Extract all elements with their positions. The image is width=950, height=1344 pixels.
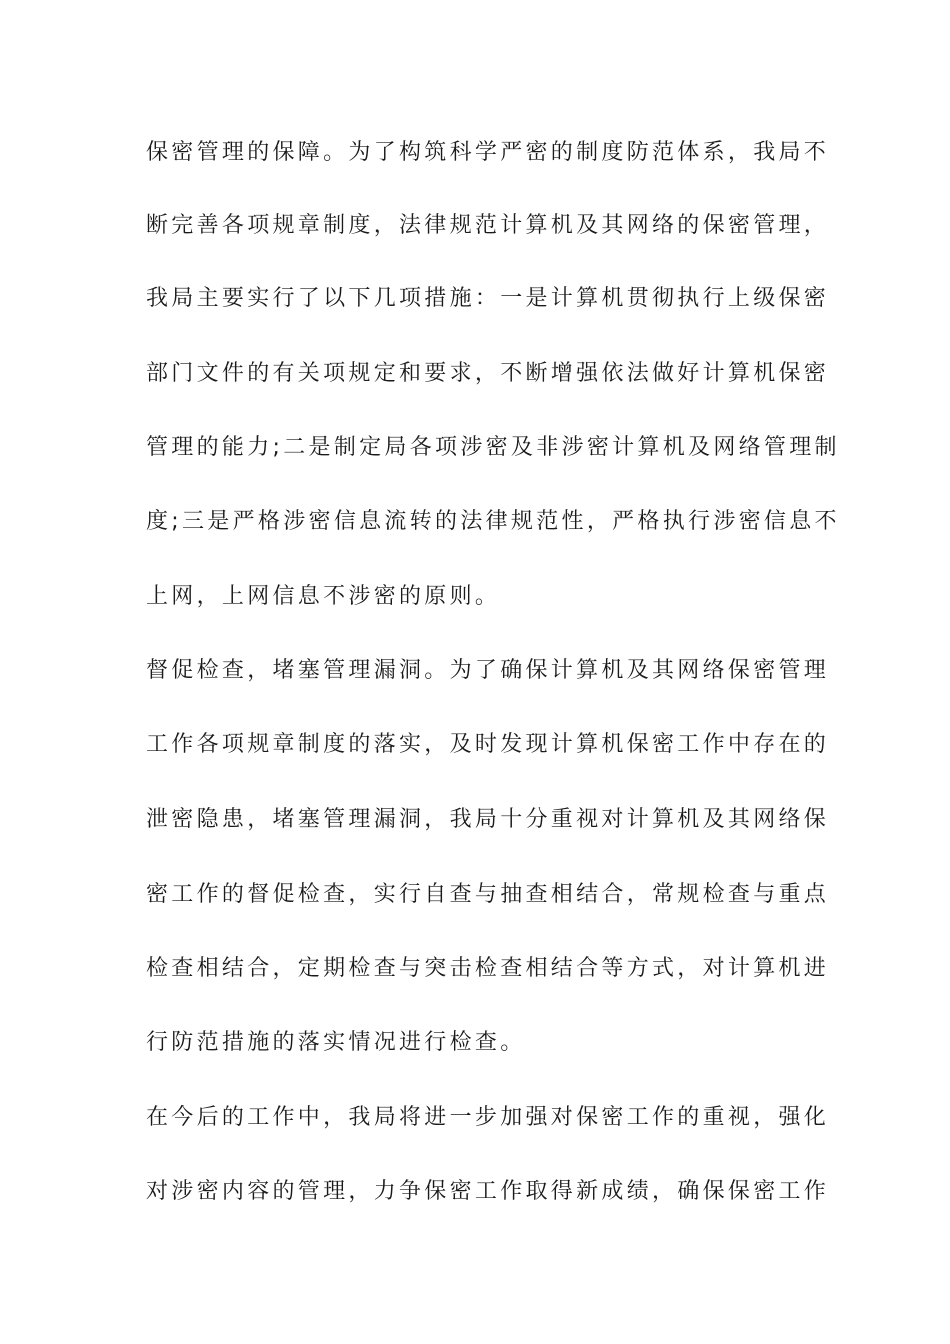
text-line: 泄密隐患，堵塞管理漏洞，我局十分重视对计算机及其网络保 xyxy=(146,807,830,832)
text-line: 部门文件的有关项规定和要求，不断增强依法做好计算机保密 xyxy=(146,361,830,386)
text-line: 行防范措施的落实情况进行检查。 xyxy=(146,1030,526,1055)
text-line: 度;三是严格涉密信息流转的法律规范性，严格执行涉密信息不 xyxy=(146,509,840,534)
text-line: 在今后的工作中，我局将进一步加强对保密工作的重视，强化 xyxy=(146,1105,830,1130)
text-line: 对涉密内容的管理，力争保密工作取得新成绩，确保保密工作 xyxy=(146,1179,830,1204)
text-line: 管理的能力;二是制定局各项涉密及非涉密计算机及网络管理制 xyxy=(146,435,840,460)
text-line: 检查相结合，定期检查与突击检查相结合等方式，对计算机进 xyxy=(146,956,830,981)
text-line: 我局主要实行了以下几项措施：一是计算机贯彻执行上级保密 xyxy=(146,286,830,311)
text-line: 密工作的督促检查，实行自查与抽查相结合，常规检查与重点 xyxy=(146,882,830,907)
text-line: 断完善各项规章制度，法律规范计算机及其网络的保密管理， xyxy=(146,213,830,238)
text-line: 督促检查，堵塞管理漏洞。为了确保计算机及其网络保密管理 xyxy=(146,658,830,683)
text-line: 保密管理的保障。为了构筑科学严密的制度防范体系，我局不 xyxy=(146,140,830,165)
text-line: 上网，上网信息不涉密的原则。 xyxy=(146,584,501,609)
text-line: 工作各项规章制度的落实，及时发现计算机保密工作中存在的 xyxy=(146,732,830,757)
